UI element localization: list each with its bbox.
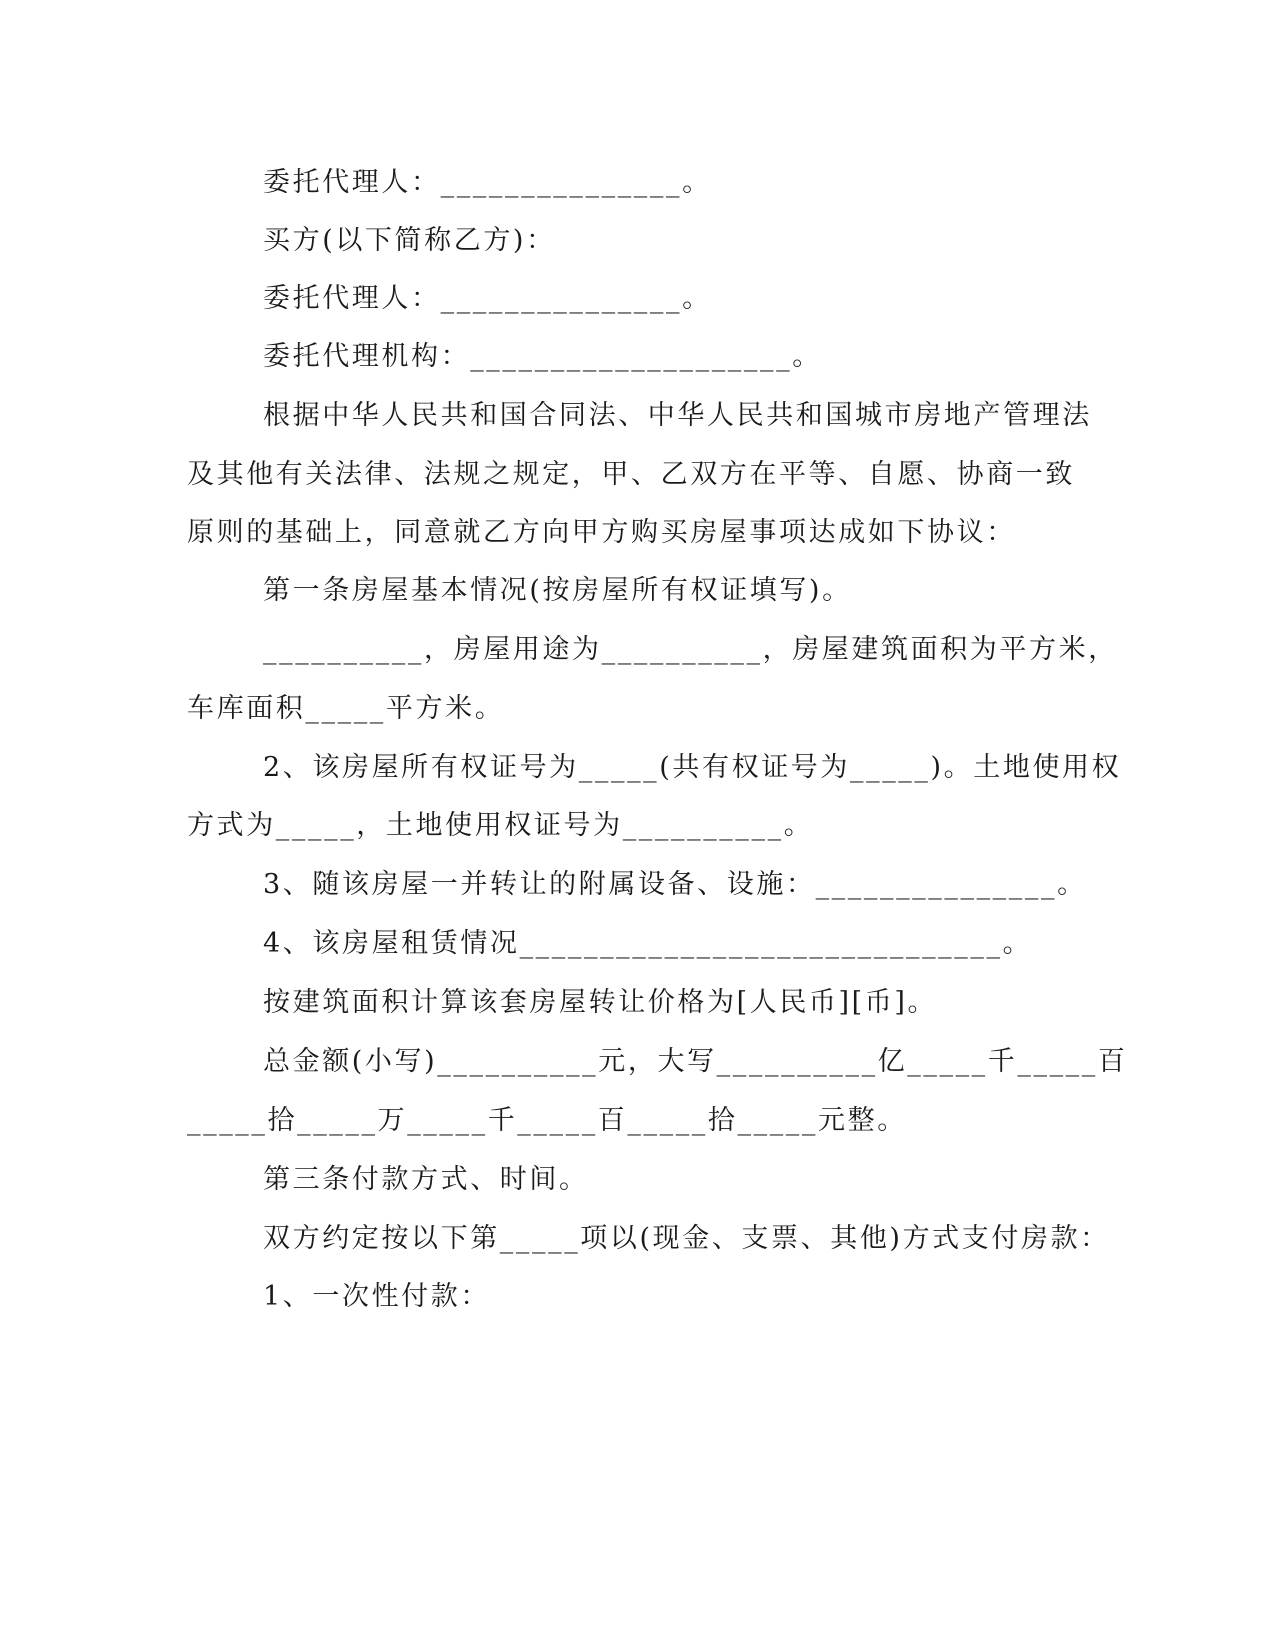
article-1-heading: 第一条房屋基本情况(按房屋所有权证填写)。: [263, 575, 852, 606]
agent-line-seller: 委托代理人：_______________。: [263, 167, 712, 198]
buyer-line: 买方(以下简称乙方)：: [263, 225, 556, 256]
total-amount-line-1: 总金额(小写)__________元，大写__________亿_____千_____百: [263, 1046, 1128, 1077]
article-1-line-2: 车库面积_____平方米。: [187, 693, 505, 724]
clause-4-line: 4、该房屋租赁情况______________________________。: [263, 928, 1033, 959]
payment-option-1: 1、一次性付款：: [263, 1281, 490, 1312]
preamble-line-2: 及其他有关法律、法规之规定，甲、乙双方在平等、自愿、协商一致: [187, 459, 1075, 490]
preamble-line-1: 根据中华人民共和国合同法、中华人民共和国城市房地产管理法: [263, 400, 1092, 431]
agency-line: 委托代理机构：____________________。: [263, 341, 822, 372]
payment-method-line: 双方约定按以下第_____项以(现金、支票、其他)方式支付房款：: [263, 1223, 1110, 1254]
clause-2-line-2: 方式为_____，土地使用权证号为__________。: [187, 810, 814, 841]
total-amount-line-2: _____拾_____万_____千_____百_____拾_____元整。: [187, 1105, 907, 1136]
clause-3-line: 3、随该房屋一并转让的附属设备、设施：_______________。: [263, 869, 1087, 900]
article-1-line-1: __________，房屋用途为__________，房屋建筑面积为平方米，: [263, 634, 1118, 665]
clause-2-line-1: 2、该房屋所有权证号为_____(共有权证号为_____)。土地使用权: [263, 752, 1122, 783]
preamble-line-3: 原则的基础上，同意就乙方向甲方购买房屋事项达成如下协议：: [187, 517, 1016, 548]
price-line: 按建筑面积计算该套房屋转让价格为[人民币][币]。: [263, 987, 938, 1018]
article-3-heading: 第三条付款方式、时间。: [263, 1164, 589, 1195]
agent-line-buyer: 委托代理人：_______________。: [263, 283, 712, 314]
